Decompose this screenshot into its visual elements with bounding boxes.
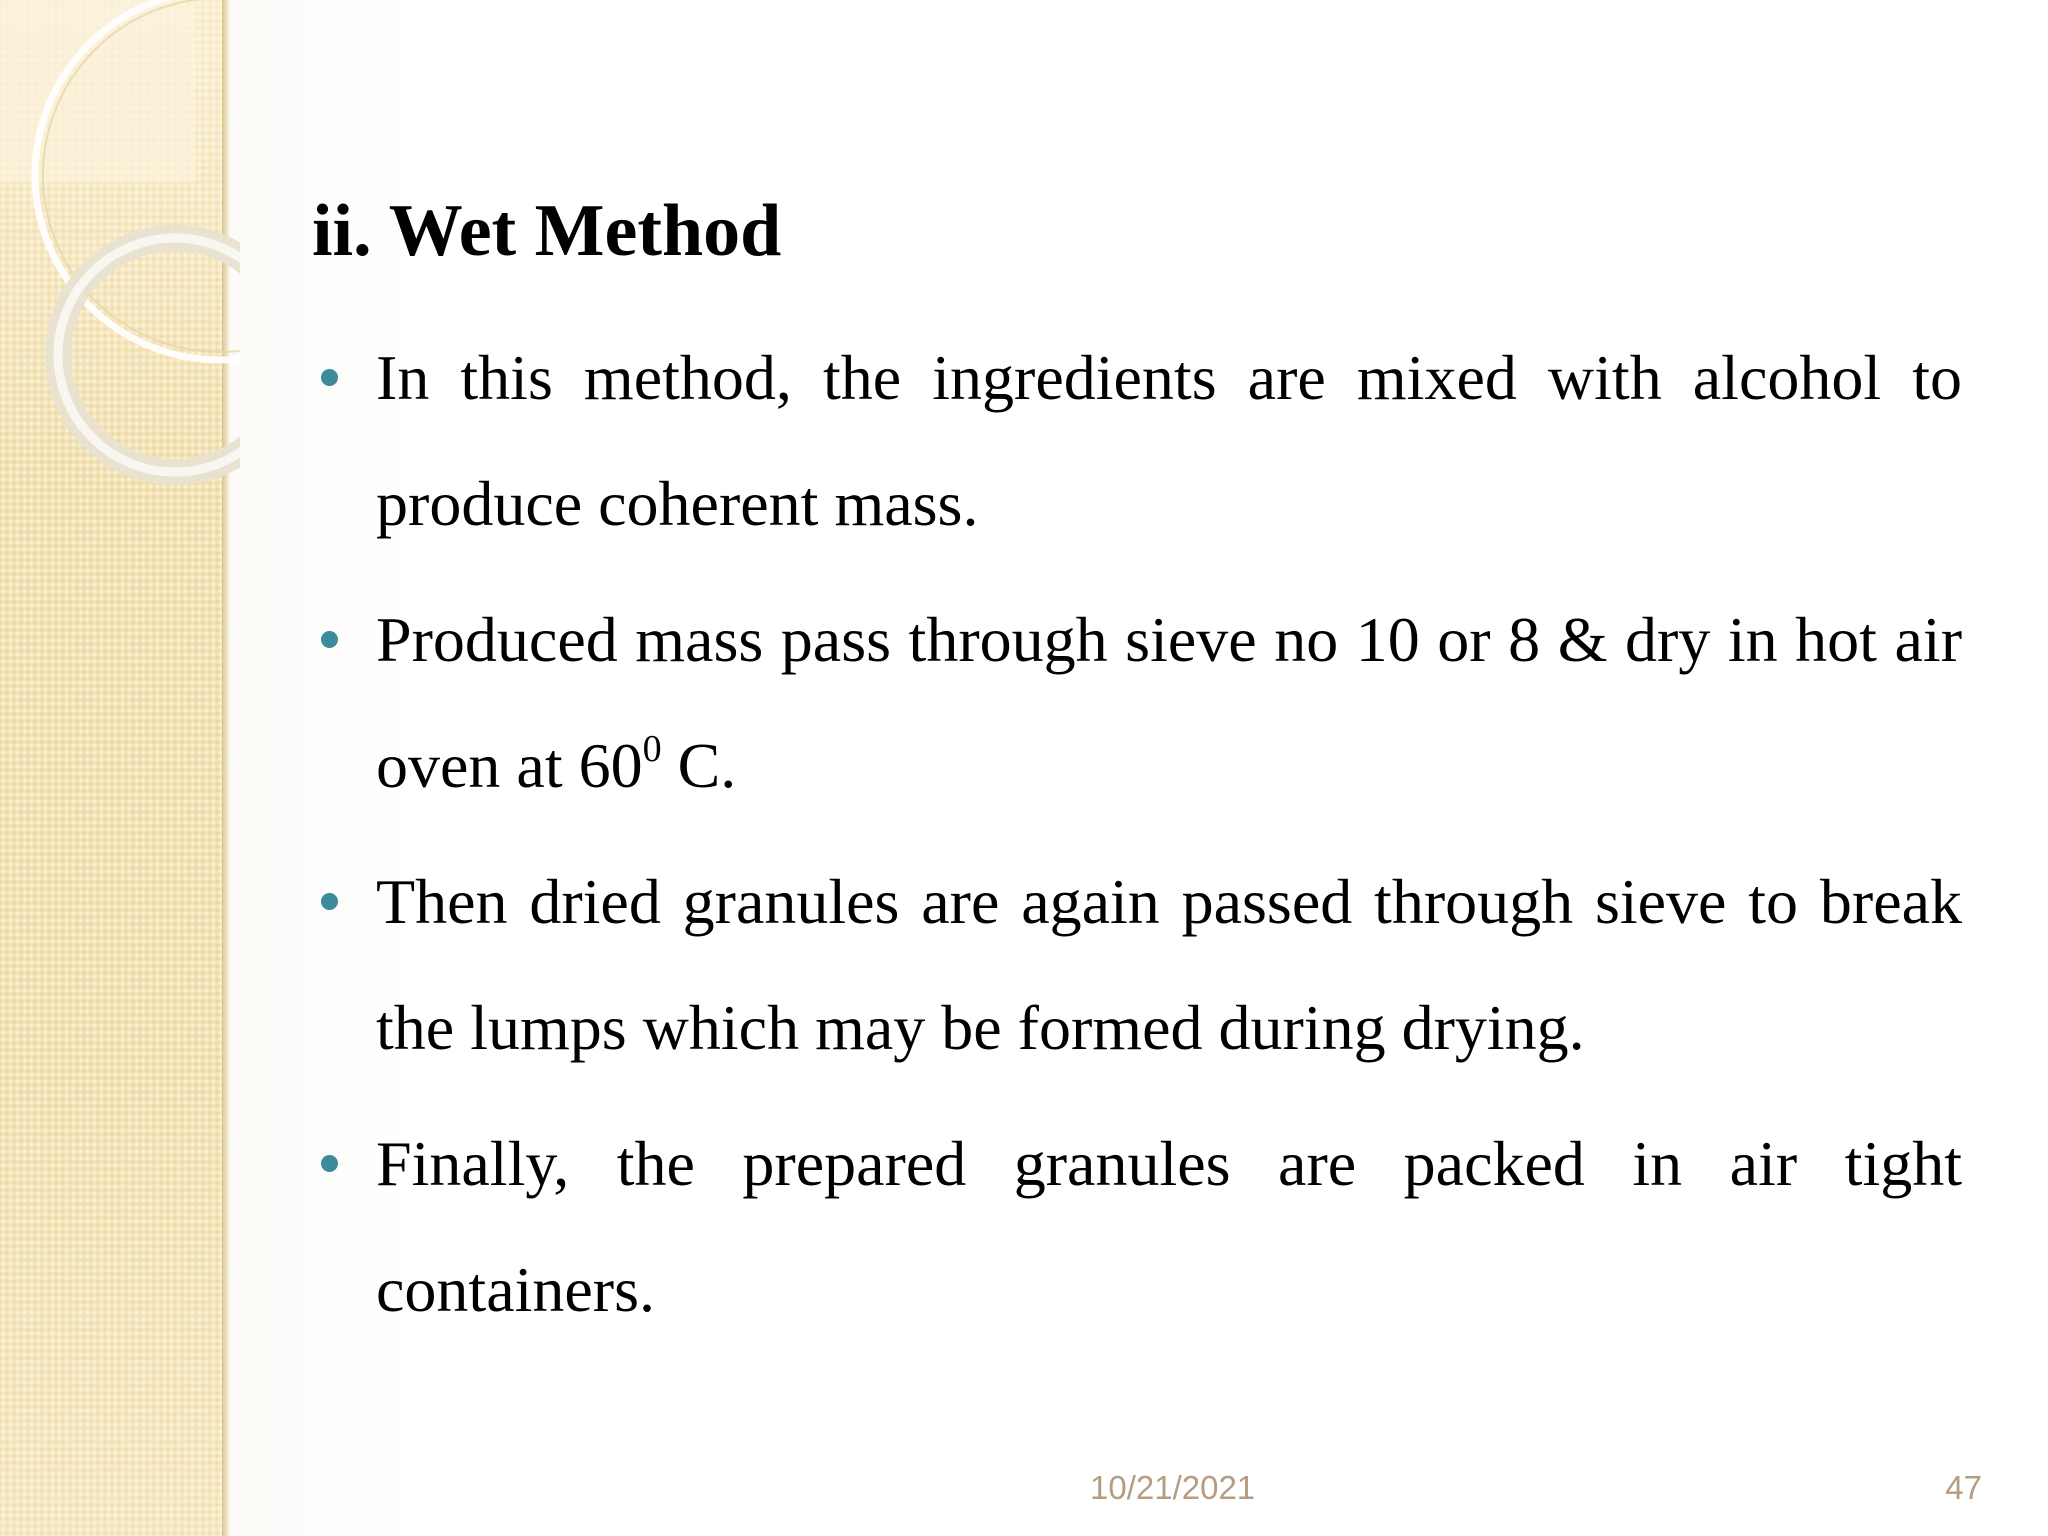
temperature-degree-superscript: 0 bbox=[642, 728, 662, 770]
medium-ring-highlight bbox=[58, 238, 240, 472]
footer-date: 10/21/2021 bbox=[1090, 1469, 1256, 1506]
decoration-panel bbox=[0, 0, 196, 182]
bullet-item bbox=[312, 1101, 1962, 1353]
bullet-icon bbox=[321, 893, 338, 910]
footer-page-number: 47 bbox=[1945, 1469, 1982, 1506]
bullet-item bbox=[312, 315, 1962, 567]
bullet-icon bbox=[321, 369, 338, 386]
bullet-list bbox=[312, 315, 1962, 1363]
bullet-text: In this method, the ingredients are mixed with alcohol to produce coherent mass. bbox=[376, 342, 1962, 539]
bullet-text: Then dried granules are again passed through sieve to break the lumps which may be formed during drying. bbox=[376, 866, 1962, 1063]
concentric-rings-decoration bbox=[0, 0, 240, 520]
bullet-text: Finally, the prepared granules are packed in air tight containers. bbox=[376, 1128, 1962, 1325]
bullet-icon bbox=[321, 631, 338, 648]
bullet-text-suffix: C. bbox=[661, 730, 737, 801]
slide-title: ii. Wet Method bbox=[312, 190, 782, 272]
bullet-icon bbox=[321, 1155, 338, 1172]
bullet-item bbox=[312, 577, 1962, 829]
bullet-item bbox=[312, 839, 1962, 1091]
bullet-text: Produced mass pass through sieve no 10 or 8 & dry in hot air oven at 60 bbox=[376, 604, 1962, 801]
